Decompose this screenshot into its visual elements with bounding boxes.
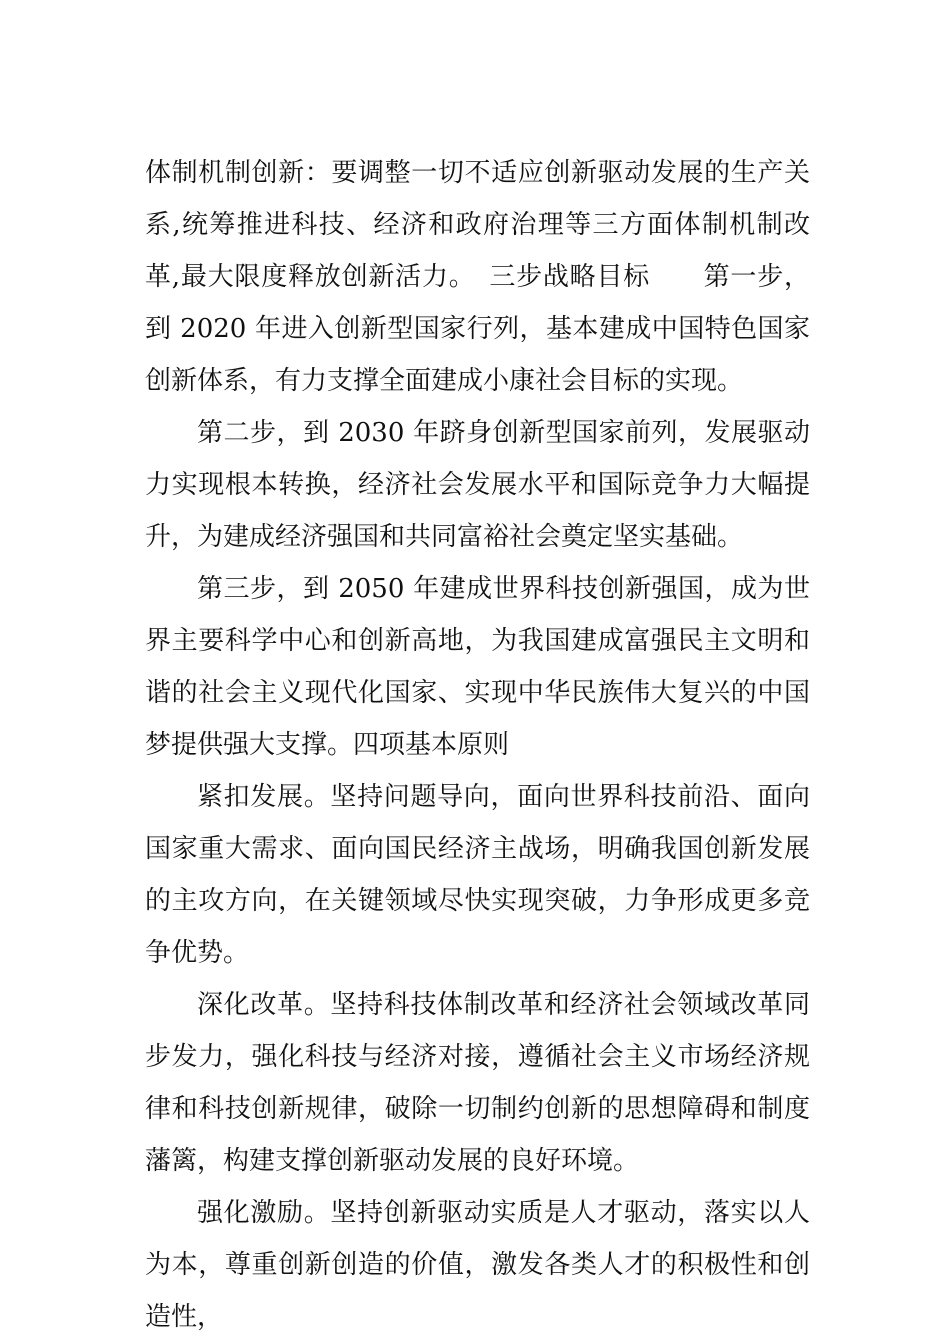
- paragraph-step-three: 第三步，到 2050 年建成世界科技创新强国，成为世界主要科学中心和创新高地，为我国建成富强民主文明和谐的社会主义现代化国家、实现中华民族伟大复兴的中国梦提供强大支撑。四项基本原则: [145, 574, 810, 760]
- paragraph-step-two: 第二步，到 2030 年跻身创新型国家前列，发展驱动力实现根本转换，经济社会发展水平和国际竞争力大幅提升，为建成经济强国和共同富裕社会奠定坚实基础。: [145, 418, 810, 552]
- paragraph-strengthen-incentives: 强化激励。坚持创新驱动实质是人才驱动，落实以人为本，尊重创新创造的价值，激发各类人才的积极性和创造性，: [145, 1198, 810, 1332]
- paragraph-deepen-reform: 深化改革。坚持科技体制改革和经济社会领域改革同步发力，强化科技与经济对接，遵循社会主义市场经济规律和科技创新规律，破除一切制约创新的思想障碍和制度藩篱，构建支撑创新驱动发展的良好环境。: [145, 990, 810, 1176]
- body-text: [145, 147, 810, 1343]
- paragraph-institutional-innovation: 体制机制创新：要调整一切不适应创新驱动发展的生产关系,统筹推进科技、经济和政府治理等三方面体制机制改革,最大限度释放创新活力。 三步战略目标 第一步，到 2020 年进入创新型国家行列，基本建成中国特色国家创新体系，有力支撑全面建成小康社会目标的实现。: [145, 158, 810, 396]
- paragraph-focus-development: 紧扣发展。坚持问题导向，面向世界科技前沿、面向国家重大需求、面向国民经济主战场，明确我国创新发展的主攻方向，在关键领域尽快实现突破，力争形成更多竞争优势。: [145, 782, 810, 968]
